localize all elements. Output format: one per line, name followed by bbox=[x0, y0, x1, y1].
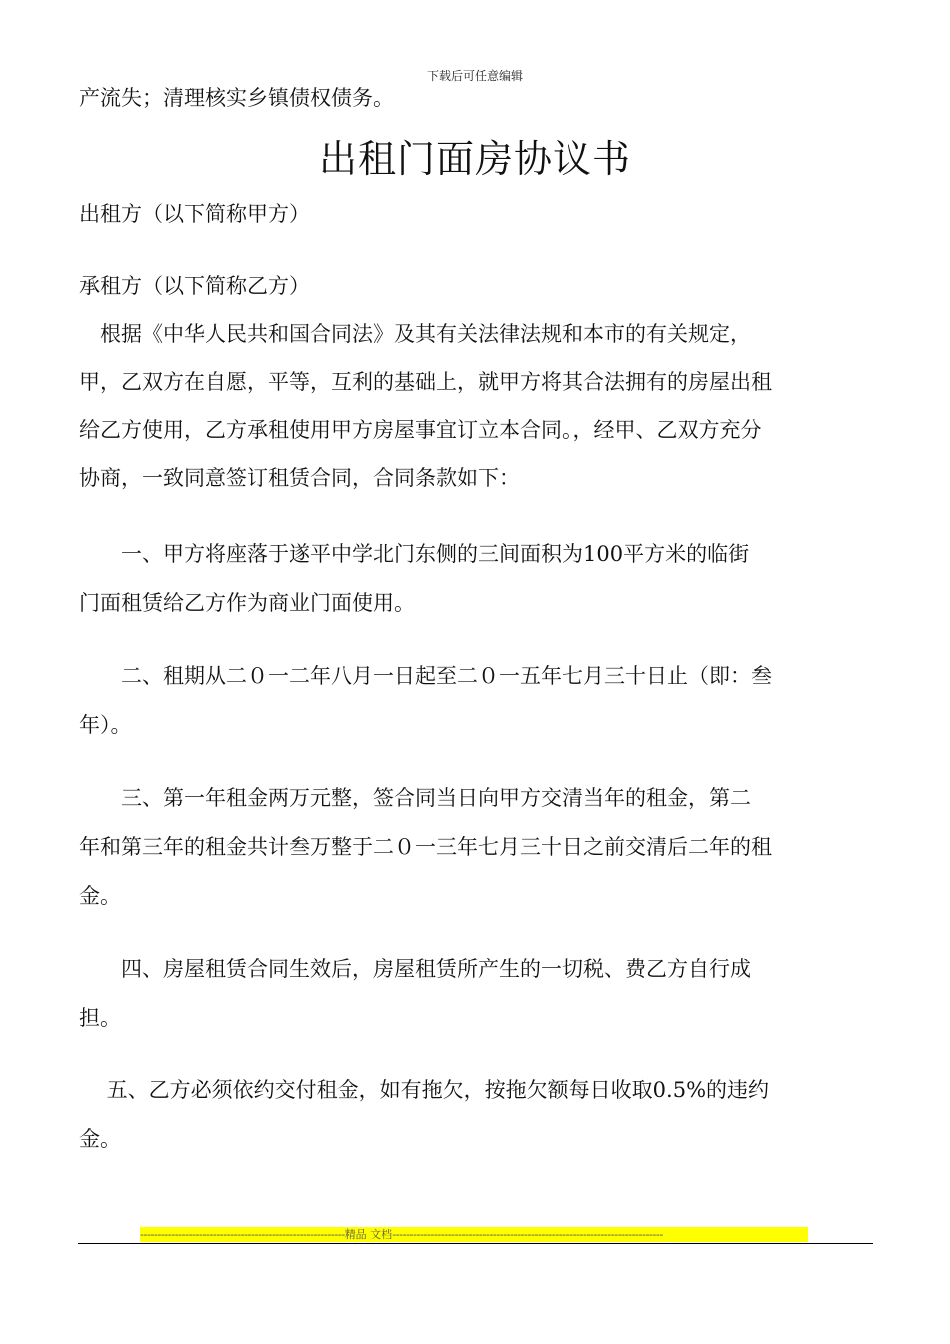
clause-2 bbox=[79, 652, 879, 750]
document-title: 出租门面房协议书 bbox=[318, 137, 631, 181]
clause-line: 四、房屋租赁合同生效后，房屋租赁所产生的一切税、费乙方自行成 bbox=[79, 957, 751, 981]
clause-line: 三、第一年租金两万元整，签合同当日向甲方交清当年的租金，第二 bbox=[79, 786, 751, 810]
clause-line: 一、甲方将座落于遂平中学北门东侧的三间面积为100平方米的临街 bbox=[79, 542, 750, 566]
continued-text-line: 产流失；清理核实乡镇债权债务。 bbox=[79, 86, 394, 110]
intro-line: 甲，乙双方在自愿，平等，互利的基础上，就甲方将其合法拥有的房屋出租 bbox=[79, 370, 772, 394]
clause-line: 门面租赁给乙方作为商业门面使用。 bbox=[79, 591, 415, 615]
intro-line: 给乙方使用，乙方承租使用甲方房屋事宜订立本合同。，经甲、乙双方充分 bbox=[79, 418, 762, 442]
clause-line: 二、租期从二０一二年八月一日起至二０一五年七月三十日止（即：叁 bbox=[79, 664, 772, 688]
intro-line: 协商，一致同意签订租赁合同，合同条款如下： bbox=[79, 466, 520, 490]
footer-dashes-right: ------------------------------------------------------------------------------ bbox=[392, 1228, 663, 1241]
clause-4 bbox=[79, 945, 879, 1043]
intro-paragraph bbox=[79, 310, 874, 502]
clause-line: 年）。 bbox=[79, 713, 132, 737]
clause-1 bbox=[79, 530, 879, 628]
footer-label: 精品 文档 bbox=[344, 1228, 393, 1241]
clause-line: 金。 bbox=[79, 884, 121, 908]
footer-dashes-left: ----------------------------------------------------------- bbox=[140, 1228, 345, 1241]
footer-highlight-bar bbox=[140, 1227, 808, 1242]
lessee-line: 承租方（以下简称乙方） bbox=[79, 274, 310, 298]
footer-rule bbox=[78, 1243, 873, 1244]
lessor-line: 出租方（以下简称甲方） bbox=[79, 202, 310, 226]
clause-line: 金。 bbox=[79, 1127, 121, 1151]
clause-3 bbox=[79, 774, 879, 921]
intro-line: 根据《中华人民共和国合同法》及其有关法律法规和本市的有关规定， bbox=[79, 322, 751, 346]
clause-line: 担。 bbox=[79, 1006, 121, 1030]
header-note: 下载后可任意编辑 bbox=[426, 69, 523, 83]
clause-line: 五、乙方必须依约交付租金，如有拖欠，按拖欠额每日收取0.5%的违约 bbox=[79, 1078, 770, 1102]
clause-5 bbox=[79, 1066, 879, 1164]
clause-line: 年和第三年的租金共计叁万整于二０一三年七月三十日之前交清后二年的租 bbox=[79, 835, 772, 859]
